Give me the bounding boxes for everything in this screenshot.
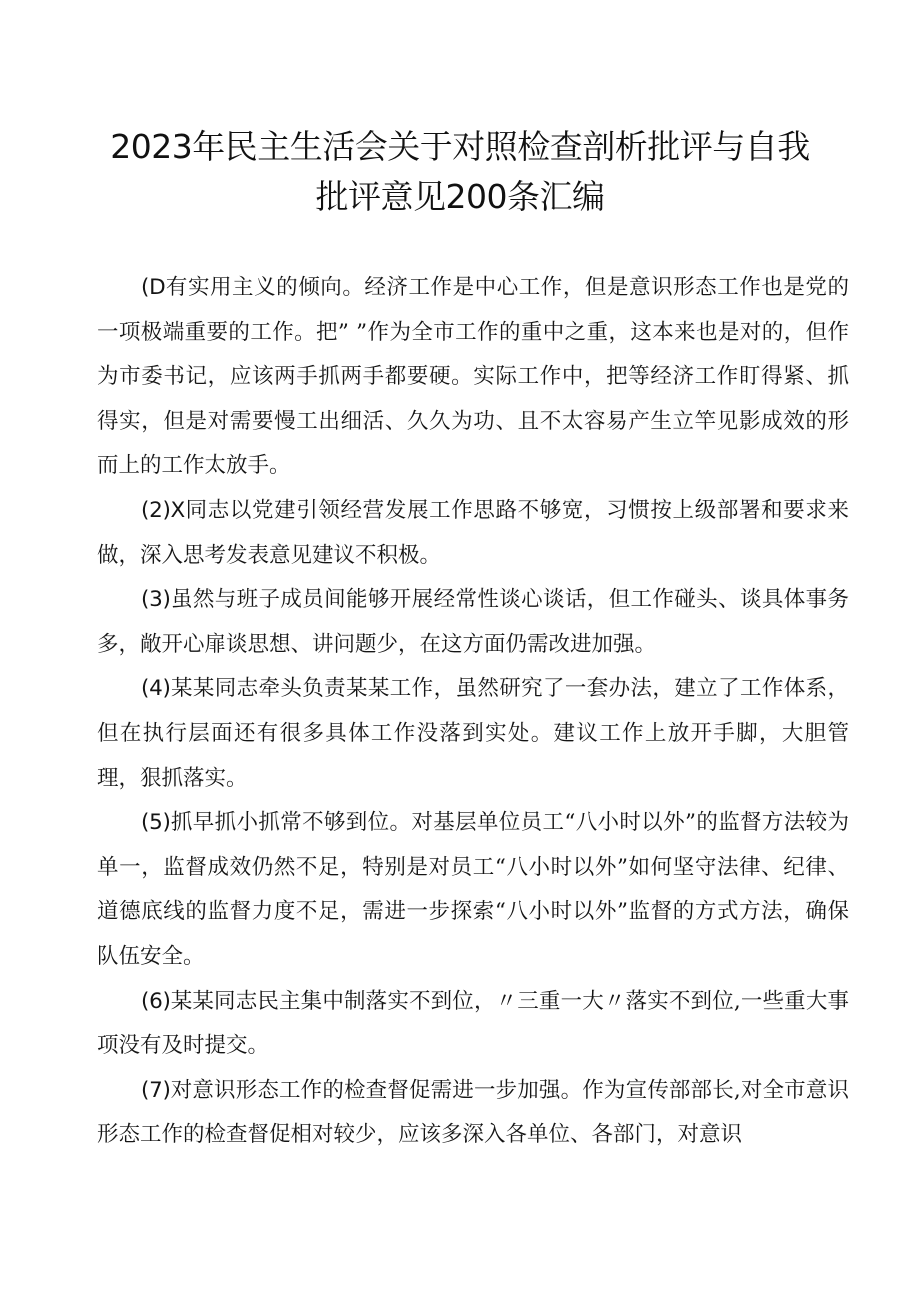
- paragraph-5: [97, 801, 849, 979]
- paragraph-4: [97, 667, 849, 801]
- title-line-1: 2023年民主生活会关于对照检查剖析批评与自我: [110, 127, 810, 166]
- paragraph-text: 同志以党建引领经营发展工作思路不够宽，习惯按上级部署和要求来做，深入思考发表意见建议不积极。: [97, 497, 849, 568]
- title-line-2: 批评意见200条汇编: [315, 177, 605, 216]
- paragraph-number: (4): [141, 676, 171, 702]
- paragraph-text: 某某同志牵头负责某某工作，虽然研究了一套办法，建立了工作体系，但在执行层面还有很多具体工作没落到实处。建议工作上放开手脚，大胆管理，狠抓落实。: [97, 676, 849, 791]
- paragraph-number: (2)X: [141, 497, 185, 523]
- document-body: [97, 266, 849, 1158]
- paragraph-1: [97, 266, 849, 489]
- paragraph-number: (3): [141, 587, 171, 613]
- paragraph-text: 抓早抓小抓常不够到位。对基层单位员工“八小时以外”的监督方法较为单一，监督成效仍然不足，特别是对员工“八小时以外”如何坚守法律、纪律、道德底线的监督力度不足，需进一步探索“八小时以外”监督的方式方法，确保队伍安全。: [97, 810, 849, 969]
- paragraph-text: 有实用主义的倾向。经济工作是中心工作，但是意识形态工作也是党的一项极端重要的工作。把” ”作为全市工作的重中之重，这本来也是对的，但作为市委书记，应该两手抓两手都要硬。实际工作中，把等经济工作盯得紧、抓得实，但是对需要慢工出细活、久久为功、且不太容易产生立竿见影成效的形而上的工作太放手。: [97, 275, 849, 479]
- paragraph-number: (5): [141, 810, 171, 836]
- paragraph-text: 虽然与班子成员间能够开展经常性谈心谈话，但工作碰头、谈具体事务多，敞开心扉谈思想、讲问题少，在这方面仍需改进加强。: [97, 587, 849, 657]
- paragraph-2: [97, 489, 849, 578]
- paragraph-number: (D: [141, 275, 166, 300]
- paragraph-text: 对意识形态工作的检查督促需进一步加强。作为宣传部部长,对全市意识形态工作的检查督促相对较少，应该多深入各单位、各部门，对意识: [97, 1077, 849, 1148]
- paragraph-7: [97, 1069, 849, 1158]
- document-title: [80, 122, 840, 222]
- paragraph-6: [97, 980, 849, 1069]
- paragraph-number: (7): [141, 1077, 171, 1103]
- paragraph-3: [97, 578, 849, 667]
- paragraph-text: 某某同志民主集中制落实不到位，〃三重一大〃落实不到位,一些重大事项没有及时提交。: [97, 988, 849, 1059]
- paragraph-number: (6): [141, 988, 171, 1014]
